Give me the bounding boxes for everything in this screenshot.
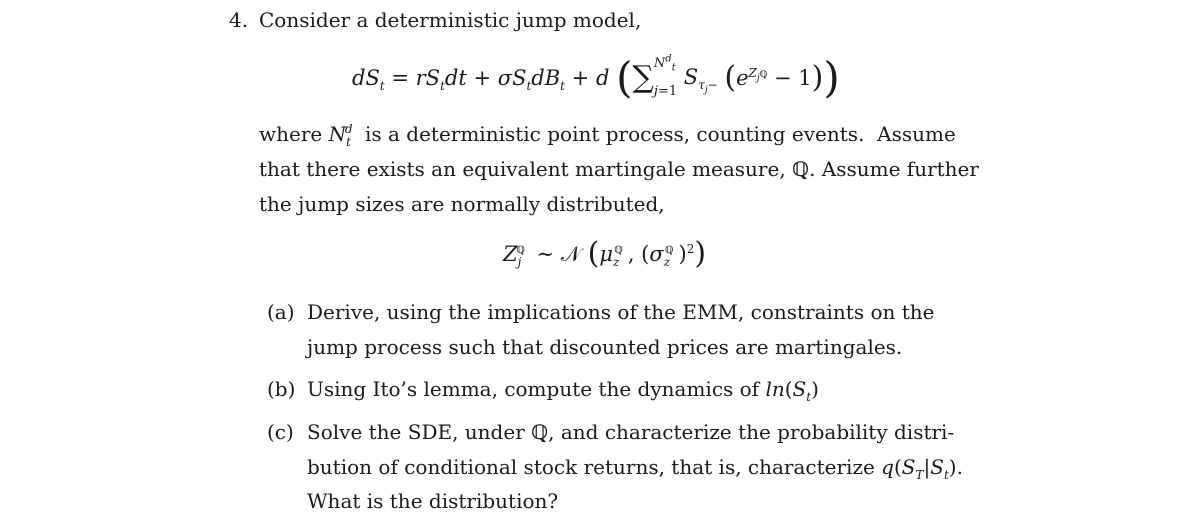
part-a-line-2: jump process such that discounted prices are martingales. [307,335,903,359]
part-c-line-1: Solve the SDE, under ℚ, and characterize the probability distri- [307,420,955,444]
jump-equation: $Z_j^ℚ$ ∼ 𝒩 ( $\mu_z^ℚ$ , ($\sigma_z^ℚ$ )$^2$ ) [503,236,707,271]
paragraph-line-1: where $N_t^d$ is a deterministic point process, counting events. Assume [259,122,956,149]
problem-intro: Consider a deterministic jump model, [259,8,642,32]
model-equation: $dS_t = rS_tdt + \sigma S_tdB_t + d$ ( ∑ $N^d_t$ j=1 $S_{\tau_j-}$ ( $e^{Z_jℚ} - 1$ ) ) [352,53,840,102]
paragraph-line-2: that there exists an equivalent martingale measure, ℚ. Assume further [259,157,979,181]
part-a-line-1: Derive, using the implications of the EMM, constraints on the [307,300,935,324]
problem-number [229,8,248,32]
part-c-label: (c) [267,420,294,444]
part-b-label: (b) [267,377,296,401]
part-c-line-2: bution of conditional stock returns, that is, characterize $q(S_T|S_t)$. [307,455,963,482]
part-c-line-3: What is the distribution? [307,489,559,513]
part-b-line-1: Using Ito’s lemma, compute the dynamics of $\ln(S_t)$ [307,377,819,404]
problem-number-label: 4. [229,8,249,32]
part-a-label: (a) [267,300,295,324]
paragraph-line-3: the jump sizes are normally distributed, [259,192,665,216]
